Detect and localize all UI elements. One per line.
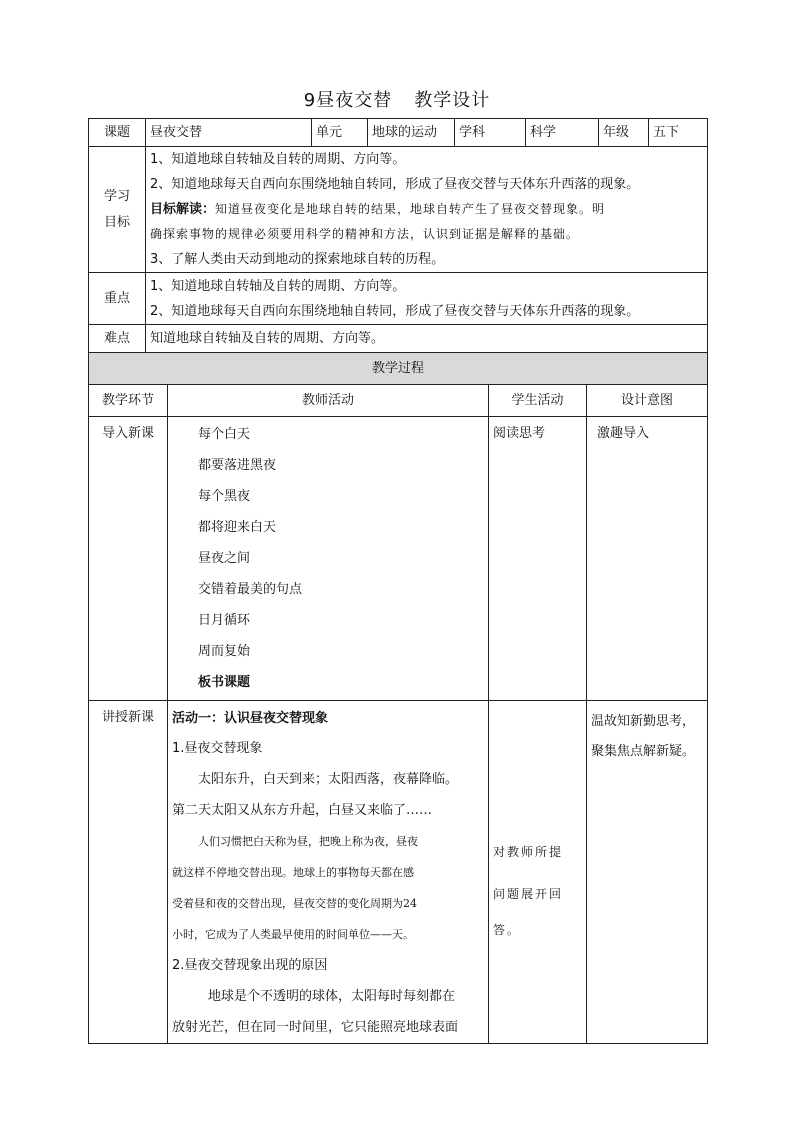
poem-line: 都要落进黑夜	[198, 458, 277, 473]
column-student: 学生活动	[489, 385, 587, 417]
intent-line: 温故知新勤思考，	[591, 714, 696, 729]
objective-interpretation: 目标解读：知道昼夜变化是地球自转的结果，地球自转产生了昼夜交替现象。明	[150, 202, 606, 217]
reading-line: 就这样不停地交替出现。地球上的事物每天都在感	[172, 866, 414, 879]
objective-2: 2、知道地球每天自西向东围绕地轴自转同，形成了昼夜交替与天体东升西落的现象。	[150, 177, 640, 192]
objectives-content	[146, 147, 708, 273]
keypoints-content	[146, 273, 708, 325]
label-keypoints: 重点	[89, 273, 146, 325]
difficulty-content: 知道地球自转轴及自转的周期、方向等。	[146, 325, 708, 353]
info-table	[88, 118, 708, 353]
column-teacher: 教师活动	[168, 385, 489, 417]
poem-line: 每个白天	[198, 427, 251, 442]
paragraph-line: 太阳东升，白天到来；太阳西落，夜幕降临。	[198, 772, 459, 787]
stage-intro: 导入新课	[89, 417, 168, 701]
intro-teacher-activity	[168, 417, 489, 701]
poem-line: 日月循环	[198, 613, 251, 628]
student-response-line: 问题展开回	[493, 887, 564, 901]
document-title	[0, 86, 794, 112]
new-student-activity	[489, 701, 587, 1044]
label-difficulty: 难点	[89, 325, 146, 353]
poem-line: 都将迎来白天	[198, 520, 277, 535]
poem-line: 周而复始	[198, 644, 251, 659]
poem-line: 每个黑夜	[198, 489, 251, 504]
poem-line: 交错着最美的句点	[198, 582, 303, 597]
keypoint-1: 1、知道地球自转轴及自转的周期、方向等。	[150, 278, 406, 294]
board-title: 板书课题	[198, 675, 251, 690]
objective-3: 3、了解人类由天动到地动的探索地球自转的历程。	[150, 252, 445, 267]
paragraph-line: 放射光芒，但在同一时间里，它只能照亮地球表面	[172, 1020, 459, 1035]
keypoint-2: 2、知道地球每天自西向东围绕地轴自转同，形成了昼夜交替与天体东升西落的现象。	[150, 303, 640, 319]
process-table	[88, 352, 708, 1044]
section-heading: 2.昼夜交替现象出现的原因	[172, 958, 328, 973]
interp-label: 目标解读：	[150, 202, 216, 217]
student-response-line: 对教师所提	[493, 845, 564, 859]
objective-interpretation-2: 确探索事物的规律必须要用科学的精神和方法，认识到证据是解释的基础。	[150, 227, 580, 241]
stage-new: 讲授新课	[89, 701, 168, 1044]
label-topic: 课题	[89, 119, 146, 147]
reading-line: 受着昼和夜的交替出现，昼夜交替的变化周期为24	[172, 897, 417, 910]
activity-title: 活动一：认识昼夜交替现象	[172, 711, 329, 726]
student-response-line: 答。	[493, 923, 522, 937]
section-heading: 1.昼夜交替现象	[172, 741, 263, 756]
label-unit: 单元	[312, 119, 368, 147]
poem-line: 昼夜之间	[198, 551, 251, 566]
topic-value: 昼夜交替	[146, 119, 312, 147]
label-subject: 学科	[455, 119, 526, 147]
process-title: 教学过程	[89, 353, 708, 385]
unit-value: 地球的运动	[368, 119, 455, 147]
label-objectives: 学习目标	[89, 147, 146, 273]
paragraph-line: 第二天太阳又从东方升起，白昼又来临了……	[172, 803, 433, 818]
intro-student-activity: 阅读思考	[489, 417, 587, 701]
new-intent	[587, 701, 708, 1044]
intro-intent: 激趣导入	[587, 417, 708, 701]
objective-1: 1、知道地球自转轴及自转的周期、方向等。	[150, 152, 406, 167]
reading-line: 小时，它成为了人类最早使用的时间单位——天。	[172, 928, 414, 941]
column-stage: 教学环节	[89, 385, 168, 417]
new-teacher-activity	[168, 701, 489, 1044]
column-intent: 设计意图	[587, 385, 708, 417]
grade-value: 五下	[649, 119, 708, 147]
title-sub: 教学设计	[414, 90, 491, 111]
label-grade: 年级	[599, 119, 649, 147]
subject-value: 科学	[526, 119, 599, 147]
intent-line: 聚集焦点解新疑。	[591, 744, 696, 759]
paragraph-line: 地球是个不透明的球体，太阳每时每刻都在	[208, 989, 456, 1004]
title-main: 9昼夜交替	[303, 90, 393, 111]
reading-line: 人们习惯把白天称为昼，把晚上称为夜，昼夜	[198, 835, 418, 848]
